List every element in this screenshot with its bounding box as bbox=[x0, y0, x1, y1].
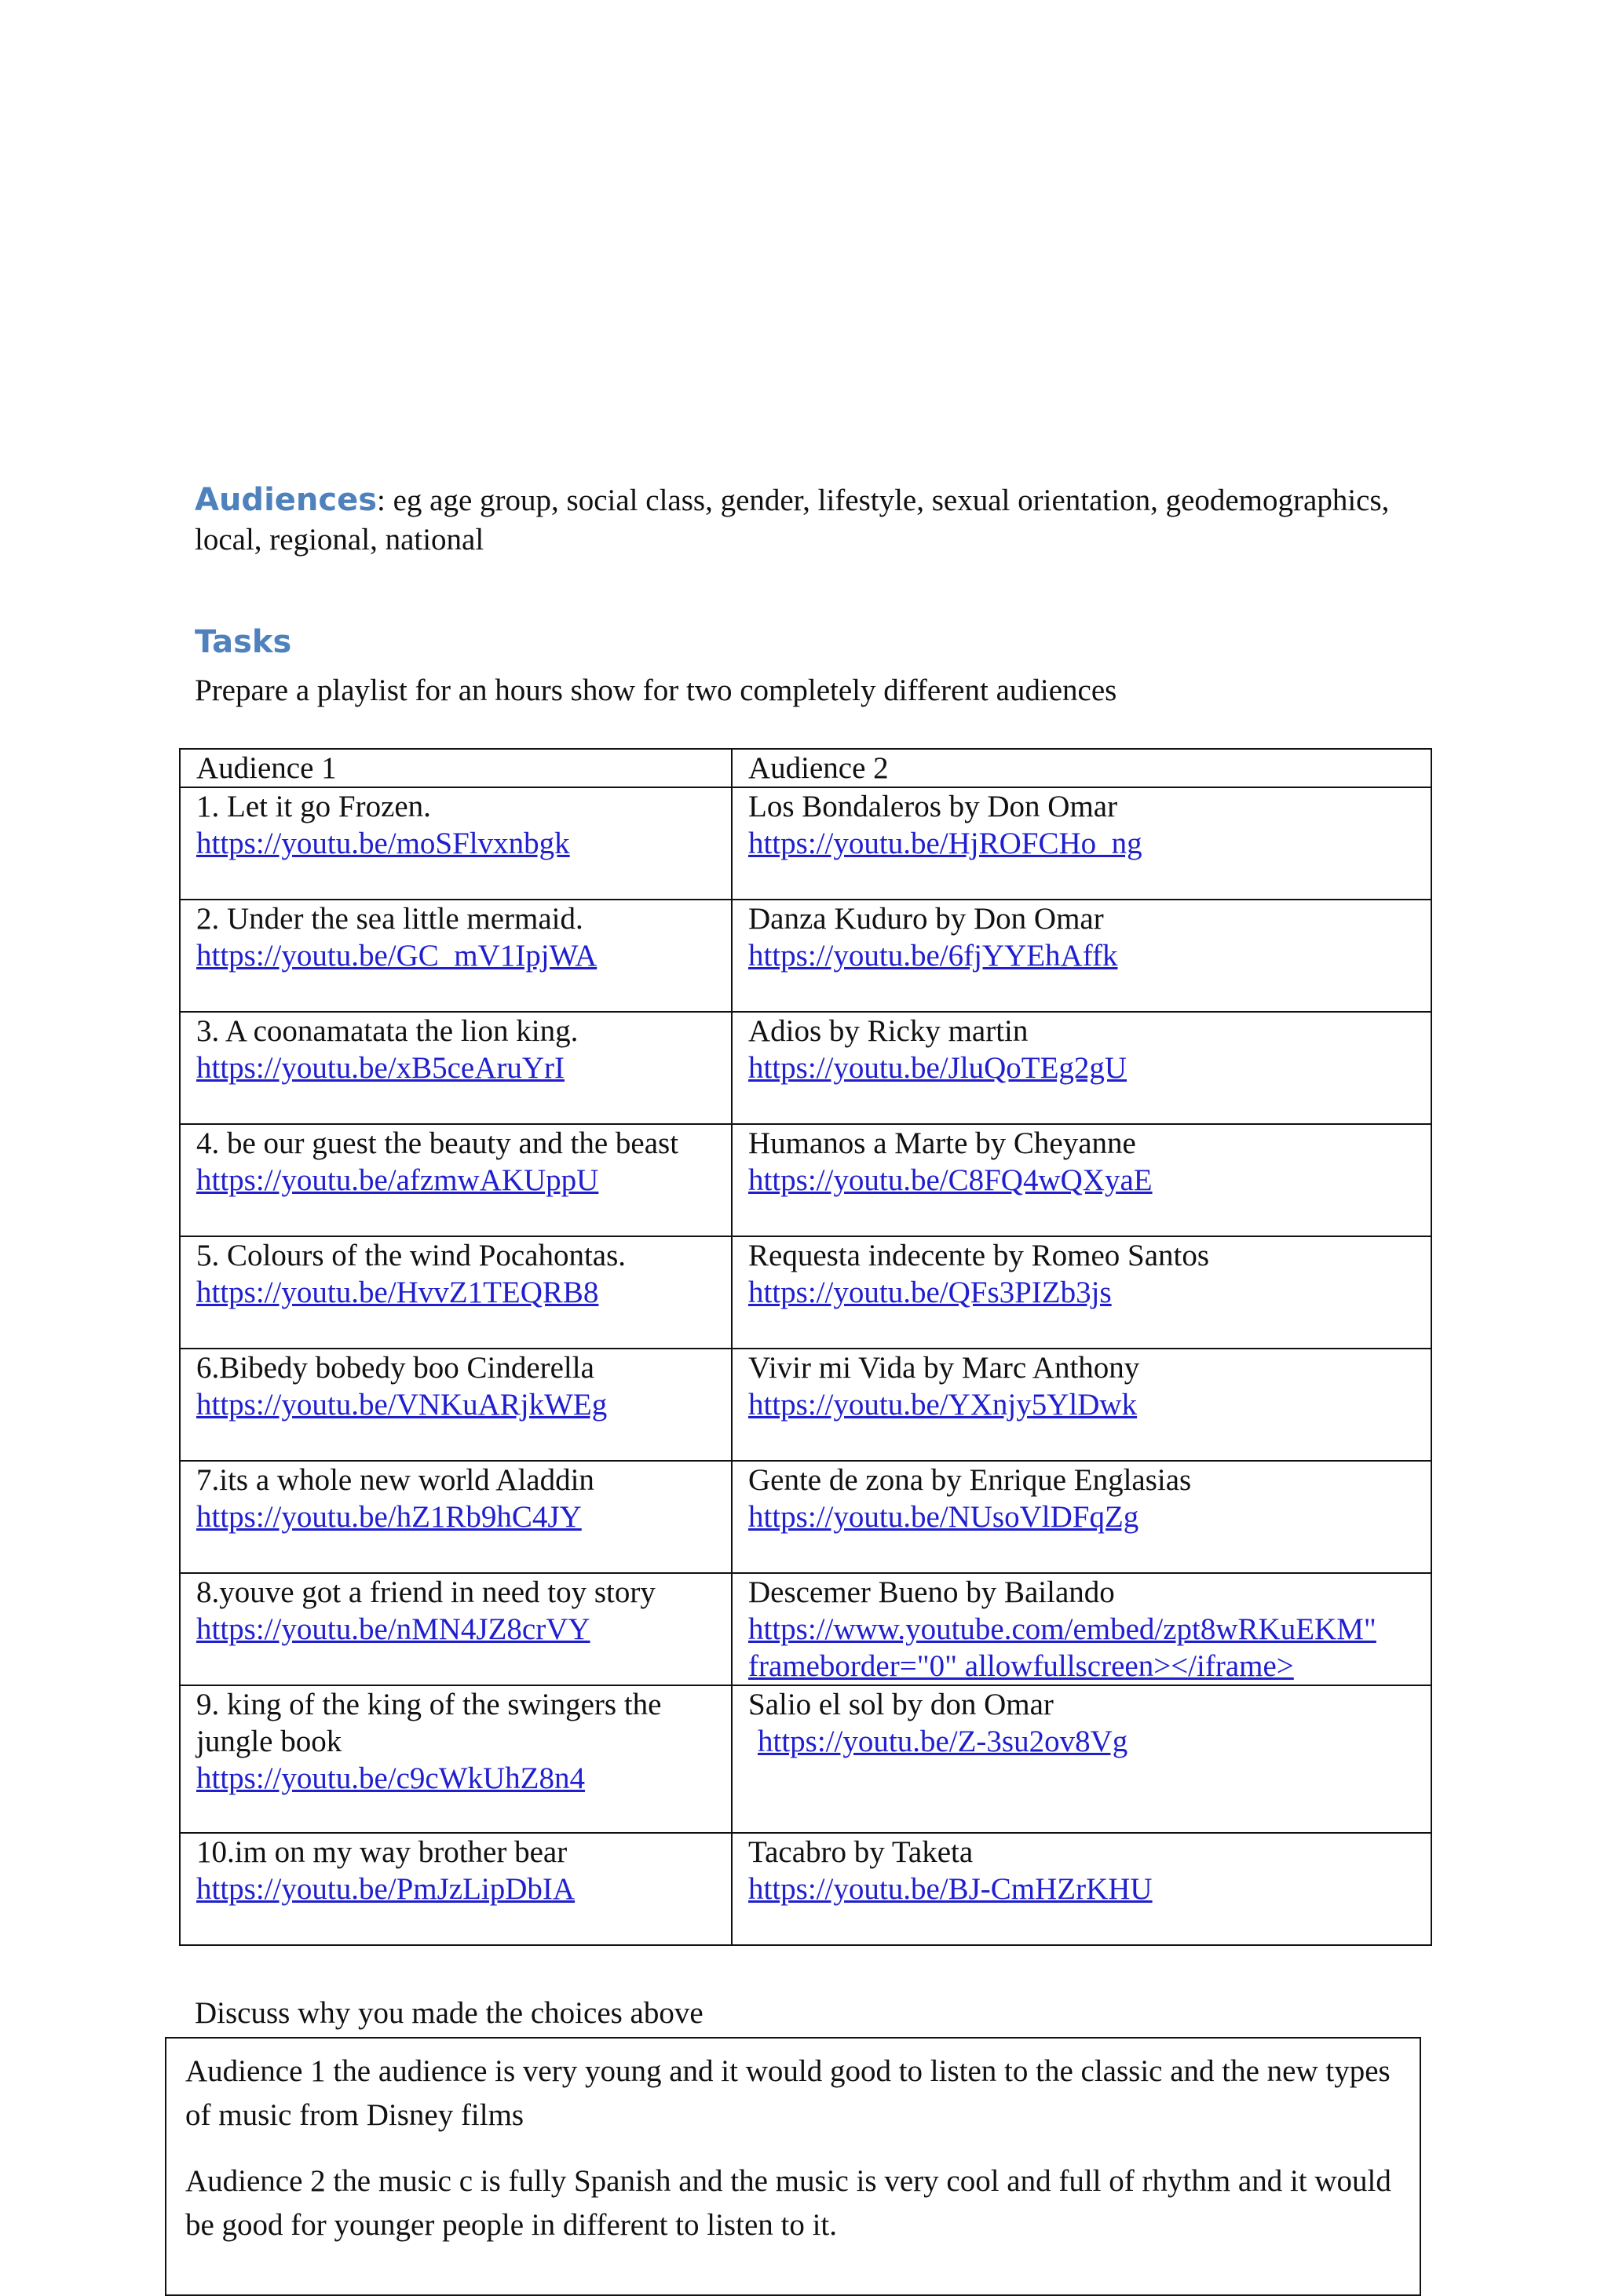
playlist-table bbox=[179, 748, 1432, 1946]
audience-2-cell bbox=[732, 787, 1431, 900]
audience-2-cell bbox=[732, 1461, 1431, 1573]
discussion-answer-box[interactable] bbox=[165, 2037, 1421, 2296]
table-row bbox=[180, 1833, 1431, 1945]
song-link[interactable]: https://youtu.be/NUsoVlDFqZg bbox=[748, 1500, 1139, 1534]
song-link[interactable]: https://www.youtube.com/embed/zpt8wRKuEKM" frameborder="0" allowfullscreen></iframe> bbox=[748, 1612, 1376, 1683]
table-row bbox=[180, 1573, 1431, 1685]
table-row bbox=[180, 1685, 1431, 1833]
table-row bbox=[180, 1124, 1431, 1236]
song-link[interactable]: https://youtu.be/YXnjy5YlDwk bbox=[748, 1388, 1138, 1422]
audiences-heading: Audiences bbox=[195, 482, 378, 518]
song-link[interactable]: https://youtu.be/6fjYYEhAffk bbox=[748, 939, 1118, 973]
audience-2-cell bbox=[732, 1012, 1431, 1124]
header-audience-2: Audience 2 bbox=[732, 749, 1431, 787]
tasks-instruction: Prepare a playlist for an hours show for two completely different audiences bbox=[195, 673, 1117, 707]
audience-2-cell bbox=[732, 900, 1431, 1012]
song-link[interactable]: https://youtu.be/nMN4JZ8crVY bbox=[196, 1612, 590, 1646]
audience-1-cell bbox=[180, 1685, 732, 1833]
song-link[interactable]: https://youtu.be/c9cWkUhZ8n4 bbox=[196, 1761, 586, 1795]
song-link[interactable]: https://youtu.be/afzmwAKUppU bbox=[196, 1163, 599, 1197]
song-link[interactable]: https://youtu.be/BJ-CmHZrKHU bbox=[748, 1872, 1153, 1906]
song-link[interactable]: https://youtu.be/HjROFCHo_ng bbox=[748, 827, 1142, 860]
table-row bbox=[180, 1236, 1431, 1349]
song-link[interactable]: https://youtu.be/HvvZ1TEQRB8 bbox=[196, 1276, 599, 1309]
audience-1-cell bbox=[180, 787, 732, 900]
audience-1-cell bbox=[180, 1236, 732, 1349]
audience-1-cell bbox=[180, 1461, 732, 1573]
song-link[interactable]: https://youtu.be/JluQoTEg2gU bbox=[748, 1051, 1127, 1085]
answer-audience-1: Audience 1 the audience is very young and it would good to listen to the classic and the new types of music from Disney films bbox=[185, 2054, 1391, 2132]
song-title: Los Bondaleros by Don Omar bbox=[748, 790, 1118, 823]
song-title: 2. Under the sea little mermaid. bbox=[196, 902, 583, 936]
song-title: Descemer Bueno by Bailando bbox=[748, 1575, 1115, 1609]
song-title: 1. Let it go Frozen. bbox=[196, 790, 431, 823]
song-link[interactable]: https://youtu.be/xB5ceAruYrI bbox=[196, 1051, 565, 1085]
audience-2-cell bbox=[732, 1833, 1431, 1945]
table-row bbox=[180, 1349, 1431, 1461]
header-audience-1: Audience 1 bbox=[180, 749, 732, 787]
song-title: 10.im on my way brother bear bbox=[196, 1835, 568, 1869]
audience-1-cell bbox=[180, 1124, 732, 1236]
song-title: Tacabro by Taketa bbox=[748, 1835, 974, 1869]
song-title: Danza Kuduro by Don Omar bbox=[748, 902, 1104, 936]
song-title: Adios by Ricky martin bbox=[748, 1014, 1029, 1048]
song-title: 5. Colours of the wind Pocahontas. bbox=[196, 1239, 627, 1272]
song-title: Humanos a Marte by Cheyanne bbox=[748, 1126, 1136, 1160]
audience-2-cell bbox=[732, 1573, 1431, 1685]
table-row bbox=[180, 900, 1431, 1012]
table-row bbox=[180, 1012, 1431, 1124]
audience-1-cell bbox=[180, 1573, 732, 1685]
song-title: 6.Bibedy bobedy boo Cinderella bbox=[196, 1351, 594, 1385]
discussion-prompt: Discuss why you made the choices above bbox=[195, 1996, 704, 2030]
song-title: Salio el sol by don Omar bbox=[748, 1688, 1054, 1721]
song-link[interactable]: https://youtu.be/PmJzLipDbIA bbox=[196, 1872, 576, 1906]
audiences-text: : eg age group, social class, gender, lifestyle, sexual orientation, geodemographics, local, regional, national bbox=[195, 484, 1390, 557]
song-link[interactable]: https://youtu.be/hZ1Rb9hC4JY bbox=[196, 1500, 582, 1534]
song-link[interactable]: https://youtu.be/Z-3su2ov8Vg bbox=[758, 1725, 1128, 1758]
audience-1-cell bbox=[180, 1833, 732, 1945]
audience-2-cell bbox=[732, 1236, 1431, 1349]
song-title: 9. king of the king of the swingers the jungle book bbox=[196, 1688, 662, 1758]
song-title: 3. A coonamatata the lion king. bbox=[196, 1014, 579, 1048]
table-header-row bbox=[180, 749, 1431, 787]
audience-1-cell bbox=[180, 1012, 732, 1124]
audiences-paragraph bbox=[195, 480, 1420, 560]
table-row bbox=[180, 1461, 1431, 1573]
song-title: Requesta indecente by Romeo Santos bbox=[748, 1239, 1210, 1272]
audience-1-cell bbox=[180, 1349, 732, 1461]
audience-2-cell bbox=[732, 1349, 1431, 1461]
song-link[interactable]: https://youtu.be/C8FQ4wQXyaE bbox=[748, 1163, 1153, 1197]
table-row bbox=[180, 787, 1431, 900]
song-title: 8.youve got a friend in need toy story bbox=[196, 1575, 656, 1609]
audience-2-cell bbox=[732, 1124, 1431, 1236]
song-link[interactable]: https://youtu.be/VNKuARjkWEg bbox=[196, 1388, 608, 1422]
song-title: Vivir mi Vida by Marc Anthony bbox=[748, 1351, 1140, 1385]
song-link[interactable]: https://youtu.be/GC_mV1IpjWA bbox=[196, 939, 598, 973]
song-title: 7.its a whole new world Aladdin bbox=[196, 1463, 594, 1497]
answer-audience-2: Audience 2 the music c is fully Spanish and the music is very cool and full of rhythm and it would be good for younger people in different to listen to it. bbox=[185, 2164, 1391, 2242]
tasks-heading: Tasks bbox=[195, 624, 292, 660]
song-title: 4. be our guest the beauty and the beast bbox=[196, 1126, 679, 1160]
audience-1-cell bbox=[180, 900, 732, 1012]
audience-2-cell bbox=[732, 1685, 1431, 1833]
song-link[interactable]: https://youtu.be/QFs3PIZb3js bbox=[748, 1276, 1112, 1309]
song-title: Gente de zona by Enrique Englasias bbox=[748, 1463, 1192, 1497]
song-link[interactable]: https://youtu.be/moSFlvxnbgk bbox=[196, 827, 570, 860]
